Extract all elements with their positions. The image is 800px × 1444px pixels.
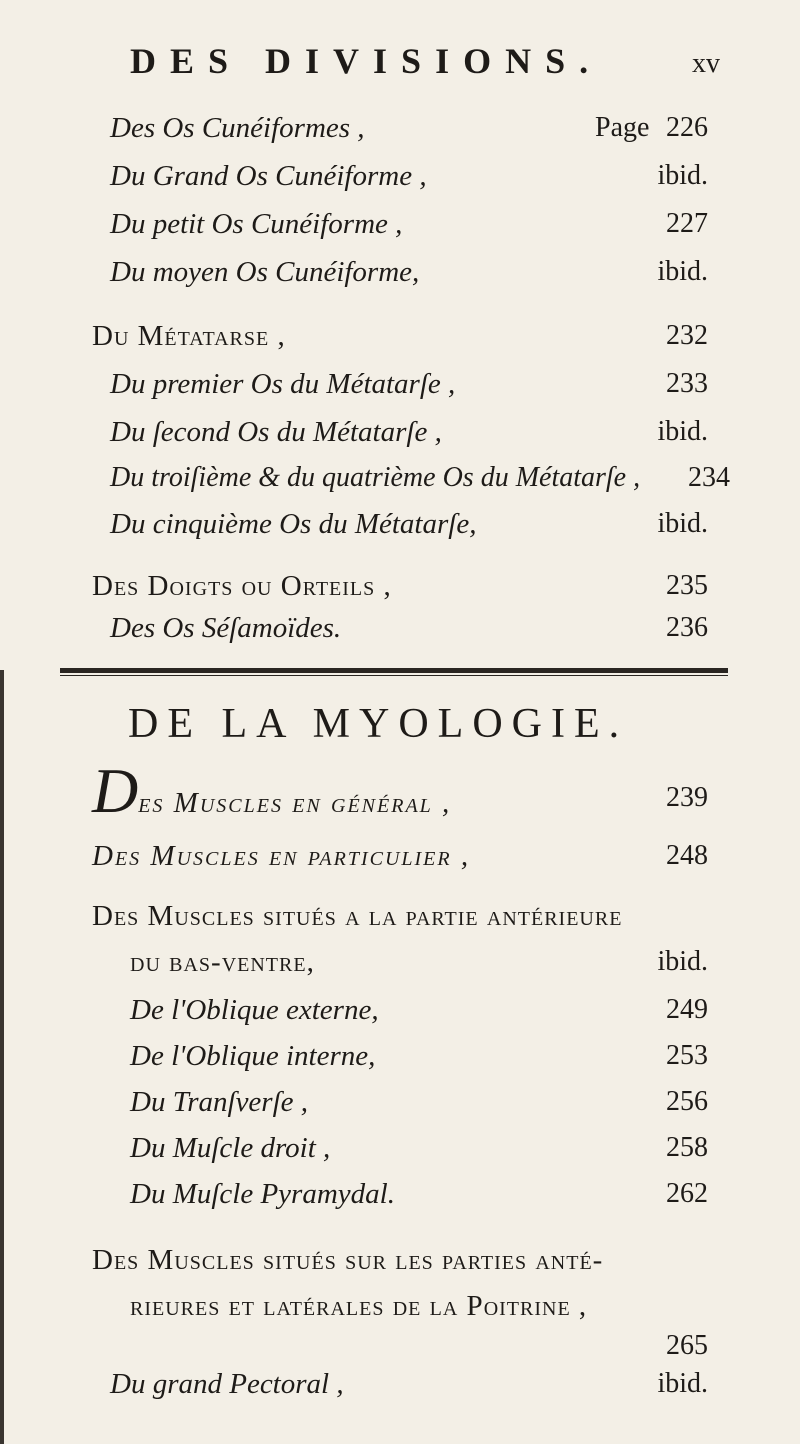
toc-entry-page: 233 [666,368,708,399]
toc-entry [0,160,800,204]
toc-entry-page: ibid. [657,508,708,539]
section-rule-thin [60,675,728,676]
toc-entry-label: Des Os Cunéiformes , [110,112,365,144]
toc-entry-label: Du Muſcle Pyramydal. [130,1178,395,1210]
toc-heading-page: 239 [666,782,708,813]
toc-heading-label: Des Muscles en particulier , [92,840,471,872]
toc-entry [0,462,800,506]
running-header [100,40,720,90]
toc-heading-label: Du Métatarse , [92,320,286,352]
toc-heading-label [92,754,451,828]
page-number: xv [692,48,720,79]
toc-entry-page: 227 [666,208,708,239]
toc-entry-page: 226 [666,112,708,143]
toc-entry [0,1040,800,1084]
toc-entry-label: Du Grand Os Cunéiforme , [110,160,427,192]
section-title: DE LA MYOLOGIE. [128,701,629,747]
toc-entry-label: Du petit Os Cunéiforme , [110,208,403,240]
toc-entry-label: De l'Oblique externe, [130,994,379,1026]
toc-heading-label: Des Doigts ou Orteils , [92,570,392,602]
toc-heading [0,946,800,990]
toc-entry-label: Du moyen Os Cunéiforme, [110,256,420,288]
toc-heading-line: Des Muscles situés sur les parties anté- [92,1244,604,1276]
toc-entry-page: ibid. [657,1368,708,1399]
toc-entry-page: 256 [666,1086,708,1117]
toc-entry-label: Du troiſième & du quatrième Os du Métatarſe , [110,462,641,493]
toc-entry [0,368,800,412]
drop-cap: D [92,755,139,826]
toc-entry [0,1178,800,1222]
toc-entry [0,256,800,300]
toc-entry-page: ibid. [657,160,708,191]
toc-heading [0,755,800,838]
toc-entry-page: 253 [666,1040,708,1071]
toc-entry [0,612,800,656]
toc-entry-page: 262 [666,1178,708,1209]
toc-heading [0,320,800,364]
toc-heading-line: rieures et latérales de la Poitrine , [130,1290,588,1322]
toc-entry-page: 249 [666,994,708,1025]
toc-entry-page: 236 [666,612,708,643]
toc-heading-page: 232 [666,320,708,351]
toc-entry-label: Du cinquième Os du Métatarſe, [110,508,477,540]
toc-entry [0,994,800,1038]
toc-entry [0,416,800,460]
section-rule [60,668,728,673]
toc-heading-page: ibid. [657,946,708,977]
toc-heading-label: du bas-ventre, [130,946,315,978]
toc-entry-page: ibid. [657,416,708,447]
toc-heading-page: 248 [666,840,708,871]
toc-heading [0,570,800,614]
toc-entry [0,1086,800,1130]
toc-entry-label: Du Tranſverſe , [130,1086,309,1118]
toc-heading-text: es Muscles en général , [138,787,452,819]
binding-edge [0,670,4,1444]
toc-heading-line: Des Muscles situés a la partie antérieure [92,900,623,932]
toc-entry-page: 234 [688,462,730,493]
toc-entry-label: Du Muſcle droit , [130,1132,331,1164]
toc-entry [0,1132,800,1176]
toc-entry-page: 258 [666,1132,708,1163]
toc-entry-page: ibid. [657,256,708,287]
toc-entry-label: Du grand Pectoral , [110,1368,344,1400]
toc-entry-label: Des Os Séſamoïdes. [110,612,342,644]
toc-heading-page: 265 [666,1330,708,1361]
page-column-label: Page [595,112,650,143]
toc-entry [0,1368,800,1412]
toc-entry [0,112,800,156]
toc-entry-label: De l'Oblique interne, [130,1040,376,1072]
running-title: DES DIVISIONS. [130,41,603,81]
toc-entry [0,508,800,552]
toc-entry [0,208,800,252]
toc-entry-label: Du ſecond Os du Métatarſe , [110,416,442,448]
toc-heading-page: 235 [666,570,708,601]
toc-heading [0,840,800,884]
toc-entry-label: Du premier Os du Métatarſe , [110,368,456,400]
